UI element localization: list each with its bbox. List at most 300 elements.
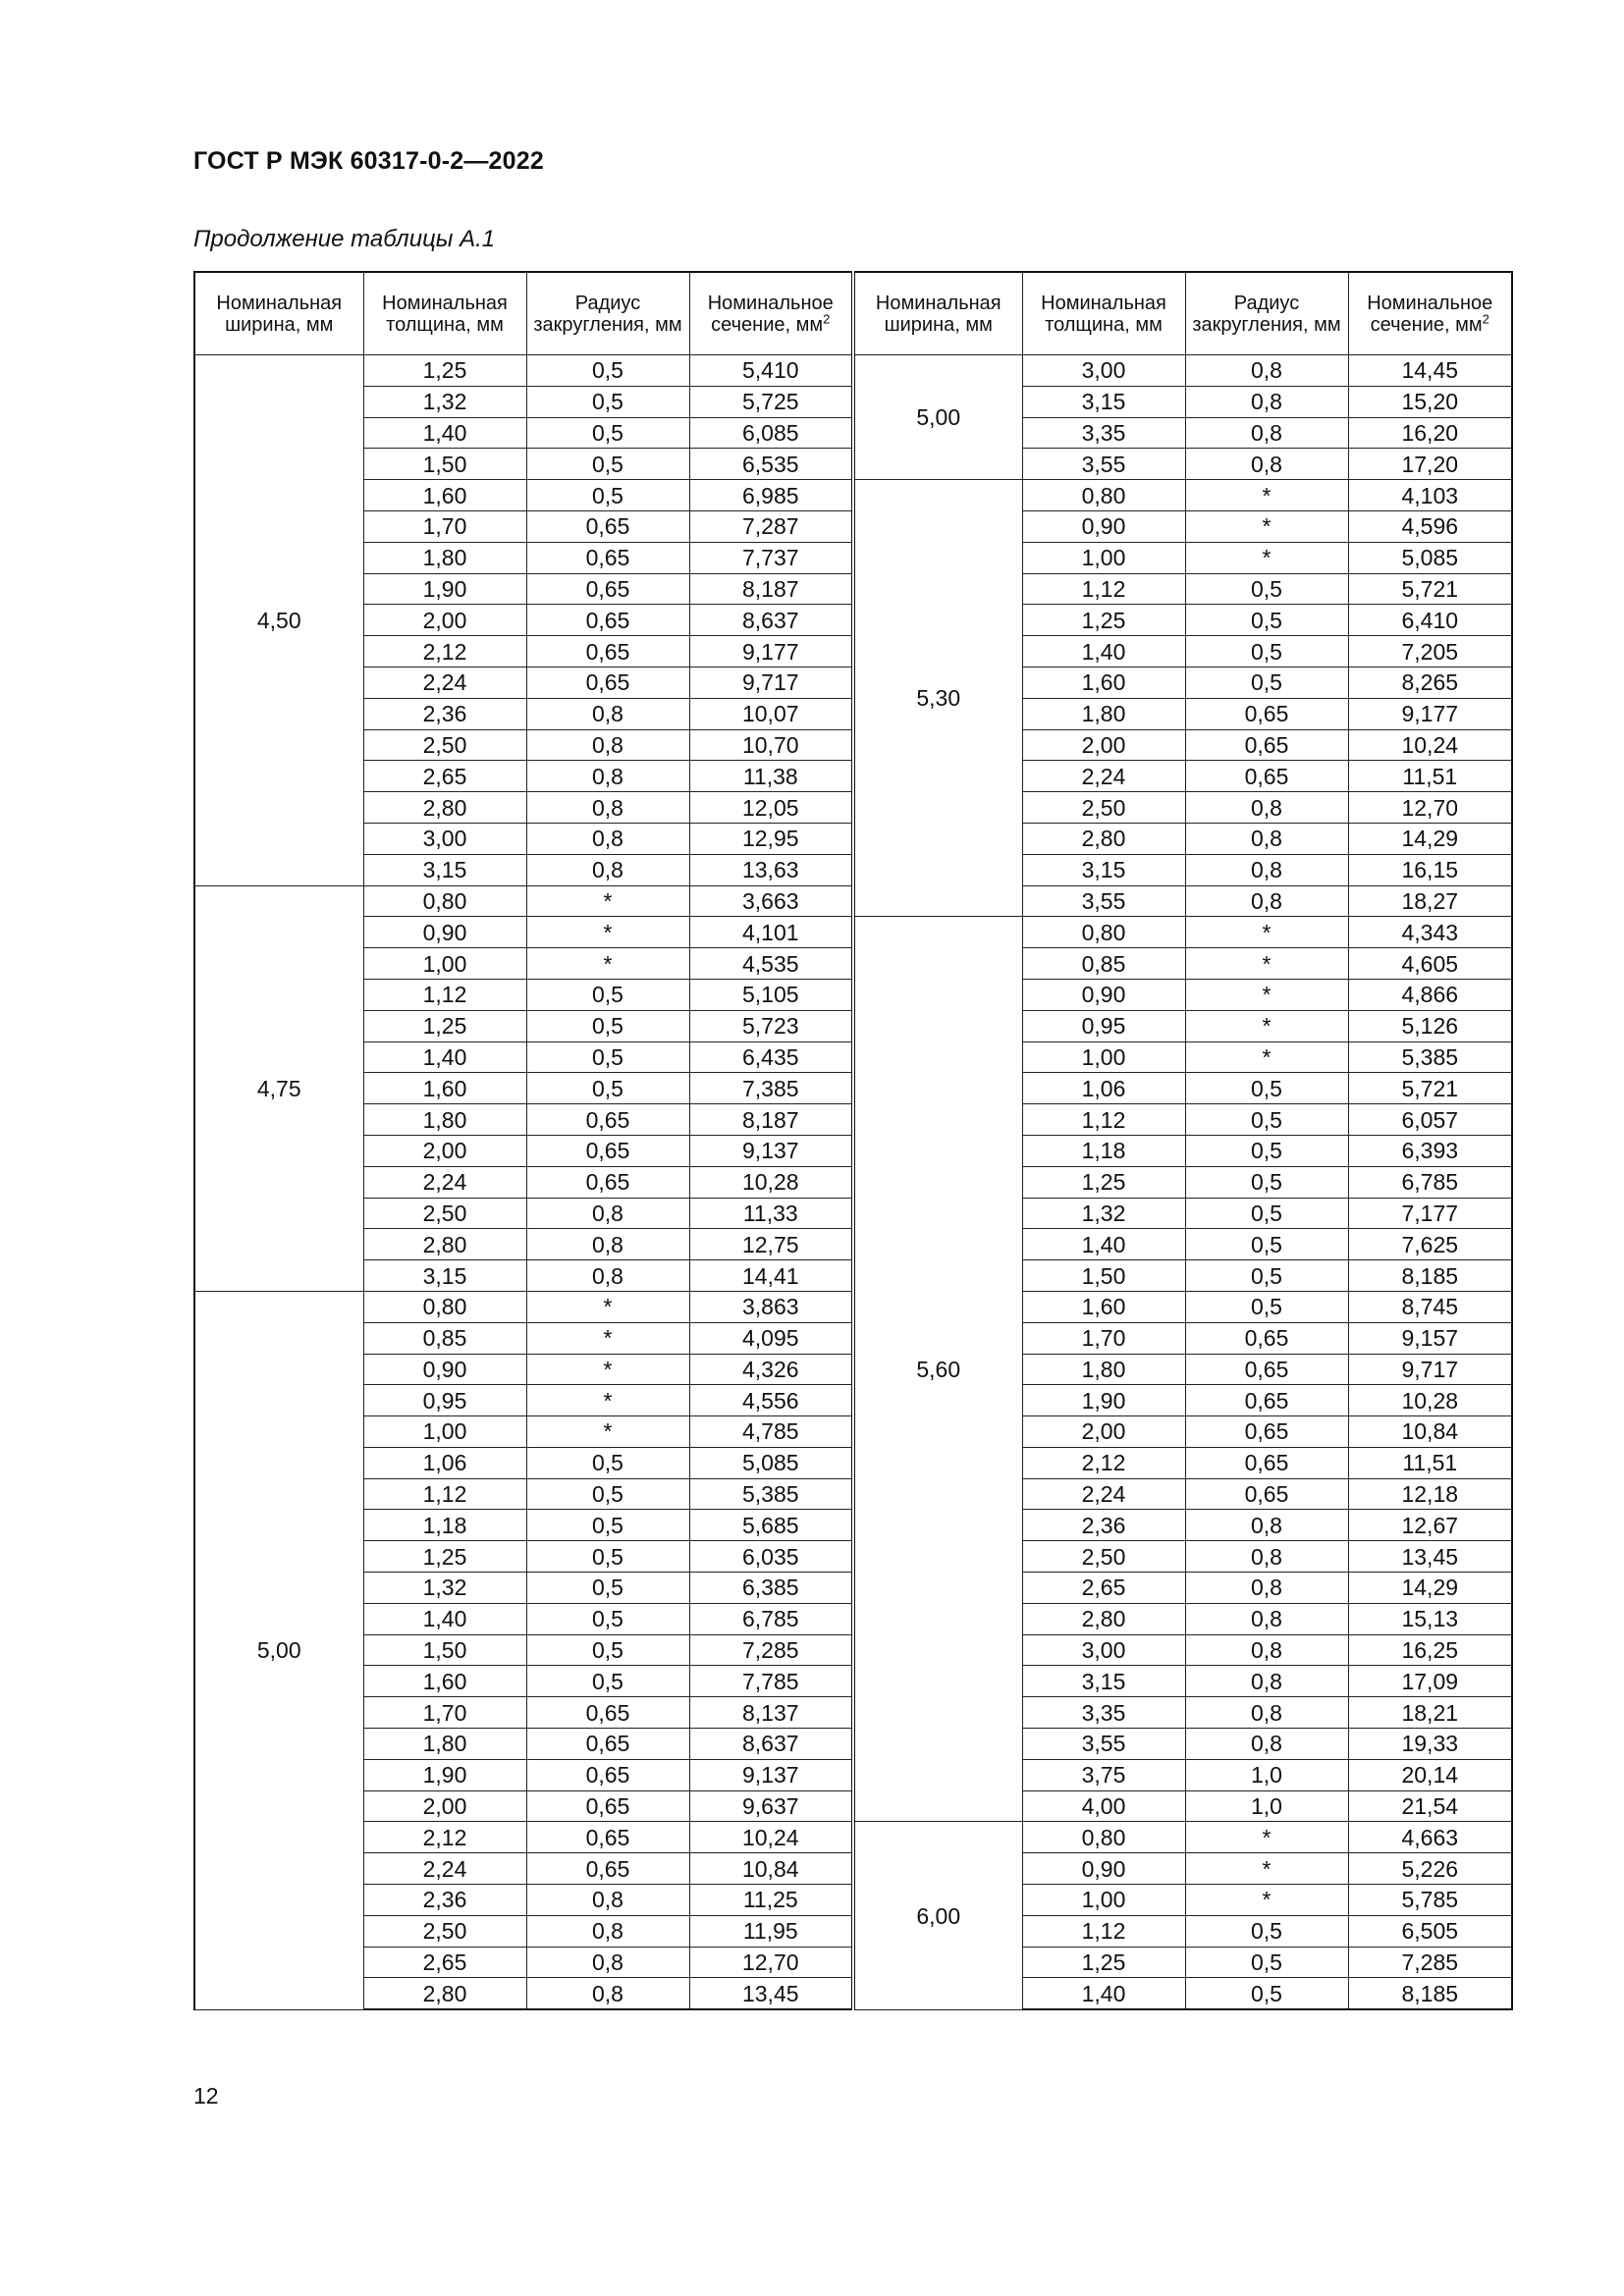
radius-cell: 0,65 — [1185, 698, 1348, 729]
section-cell: 10,24 — [689, 1822, 853, 1853]
section-cell: 7,785 — [689, 1666, 853, 1697]
thickness-cell: 3,00 — [1022, 1634, 1185, 1666]
radius-cell: 0,65 — [1185, 1354, 1348, 1385]
thickness-cell: 1,25 — [1022, 1166, 1185, 1198]
radius-cell: 0,5 — [1185, 1104, 1348, 1136]
radius-cell: 0,8 — [1185, 1729, 1348, 1760]
section-cell: 4,535 — [689, 948, 853, 980]
section-cell: 7,737 — [689, 542, 853, 573]
section-cell: 10,24 — [1348, 729, 1512, 761]
section-cell: 6,985 — [689, 480, 853, 511]
section-cell: 4,785 — [689, 1416, 853, 1448]
thickness-cell: 2,36 — [1022, 1510, 1185, 1541]
section-cell: 7,177 — [1348, 1198, 1512, 1229]
section-cell: 13,45 — [689, 1978, 853, 2009]
thickness-cell: 3,35 — [1022, 1697, 1185, 1729]
section-cell: 4,556 — [689, 1385, 853, 1416]
thickness-cell: 2,50 — [1022, 792, 1185, 824]
section-cell: 7,285 — [689, 1634, 853, 1666]
section-cell: 8,187 — [689, 1104, 853, 1136]
radius-cell: 0,65 — [1185, 729, 1348, 761]
section-cell: 13,45 — [1348, 1541, 1512, 1573]
section-cell: 5,410 — [689, 355, 853, 387]
header-section-text: Номинальное сечение, мм — [1367, 292, 1493, 336]
thickness-cell: 3,75 — [1022, 1759, 1185, 1790]
section-cell: 14,45 — [1348, 355, 1512, 387]
section-cell: 9,717 — [689, 667, 853, 698]
section-cell: 11,25 — [689, 1885, 853, 1916]
section-cell: 7,385 — [689, 1073, 853, 1104]
section-cell: 5,085 — [689, 1447, 853, 1478]
thickness-cell: 0,80 — [363, 885, 526, 917]
section-cell: 12,75 — [689, 1229, 853, 1260]
thickness-cell: 3,15 — [1022, 386, 1185, 417]
section-cell: 20,14 — [1348, 1759, 1512, 1790]
radius-cell: 0,8 — [1185, 1666, 1348, 1697]
radius-cell: 0,8 — [526, 823, 689, 854]
thickness-cell: 1,40 — [363, 1041, 526, 1073]
section-cell: 4,605 — [1348, 948, 1512, 980]
section-cell: 11,33 — [689, 1198, 853, 1229]
radius-cell: 0,5 — [526, 1510, 689, 1541]
thickness-cell: 0,90 — [1022, 1853, 1185, 1885]
thickness-cell: 1,25 — [1022, 605, 1185, 636]
thickness-cell: 1,12 — [1022, 1915, 1185, 1947]
radius-cell: 0,8 — [1185, 885, 1348, 917]
section-cell: 5,126 — [1348, 1010, 1512, 1041]
thickness-cell: 2,50 — [363, 1915, 526, 1947]
table-row — [194, 355, 1512, 387]
radius-cell: 0,5 — [526, 1603, 689, 1634]
radius-cell: 0,65 — [526, 667, 689, 698]
thickness-cell: 1,12 — [1022, 573, 1185, 605]
thickness-cell: 1,80 — [363, 1729, 526, 1760]
radius-cell: 0,5 — [1185, 1229, 1348, 1260]
radius-cell: 0,8 — [1185, 386, 1348, 417]
radius-cell: 0,8 — [526, 1978, 689, 2009]
radius-cell: 0,65 — [526, 510, 689, 542]
radius-cell: 0,5 — [526, 1478, 689, 1510]
width-group-cell: 5,60 — [853, 917, 1022, 1822]
width-group-cell: 6,00 — [853, 1822, 1022, 2009]
thickness-cell: 1,70 — [1022, 1322, 1185, 1354]
section-cell: 12,95 — [689, 823, 853, 854]
thickness-cell: 2,36 — [363, 698, 526, 729]
radius-cell: 0,65 — [526, 1729, 689, 1760]
thickness-cell: 2,80 — [363, 1229, 526, 1260]
radius-cell: 0,8 — [526, 1260, 689, 1292]
section-cell: 3,863 — [689, 1291, 853, 1322]
header-radius: Радиус закругления, мм — [526, 272, 689, 355]
radius-cell: 0,65 — [526, 1853, 689, 1885]
thickness-cell: 0,90 — [1022, 510, 1185, 542]
thickness-cell: 2,65 — [1022, 1573, 1185, 1604]
section-cell: 10,84 — [689, 1853, 853, 1885]
radius-cell: * — [526, 1354, 689, 1385]
radius-cell: 0,5 — [526, 1573, 689, 1604]
radius-cell: 0,8 — [1185, 1573, 1348, 1604]
radius-cell: 0,8 — [526, 792, 689, 824]
thickness-cell: 1,70 — [363, 1697, 526, 1729]
document-title: ГОСТ Р МЭК 60317-0-2—2022 — [193, 147, 544, 175]
thickness-cell: 1,00 — [363, 1416, 526, 1448]
section-cell: 4,103 — [1348, 480, 1512, 511]
section-cell: 12,70 — [689, 1947, 853, 1978]
section-cell: 7,285 — [1348, 1947, 1512, 1978]
radius-cell: 0,65 — [1185, 761, 1348, 792]
radius-cell: 0,5 — [526, 1541, 689, 1573]
radius-cell: * — [526, 1291, 689, 1322]
thickness-cell: 0,95 — [363, 1385, 526, 1416]
radius-cell: * — [1185, 979, 1348, 1010]
header-width: Номинальная ширина, мм — [853, 272, 1022, 355]
thickness-cell: 1,90 — [363, 1759, 526, 1790]
width-group-cell: 4,50 — [194, 355, 363, 886]
radius-cell: 0,8 — [1185, 823, 1348, 854]
radius-cell: 0,65 — [526, 1790, 689, 1822]
thickness-cell: 0,85 — [363, 1322, 526, 1354]
section-cell: 6,410 — [1348, 605, 1512, 636]
thickness-cell: 0,90 — [363, 1354, 526, 1385]
thickness-cell: 0,80 — [1022, 1822, 1185, 1853]
thickness-cell: 3,55 — [1022, 1729, 1185, 1760]
radius-cell: 0,5 — [1185, 667, 1348, 698]
thickness-cell: 3,35 — [1022, 417, 1185, 449]
section-cell: 3,663 — [689, 885, 853, 917]
radius-cell: 0,5 — [526, 1634, 689, 1666]
radius-cell: 0,5 — [526, 1447, 689, 1478]
thickness-cell: 0,90 — [363, 917, 526, 948]
wire-dimensions-table — [193, 271, 1513, 2010]
table-row — [194, 1822, 1512, 1853]
section-cell: 21,54 — [1348, 1790, 1512, 1822]
header-section-sup: 2 — [1482, 310, 1489, 326]
section-cell: 17,20 — [1348, 449, 1512, 480]
thickness-cell: 1,40 — [363, 1603, 526, 1634]
thickness-cell: 1,80 — [363, 1104, 526, 1136]
section-cell: 10,28 — [1348, 1385, 1512, 1416]
section-cell: 4,326 — [689, 1354, 853, 1385]
thickness-cell: 2,12 — [363, 1822, 526, 1853]
header-radius: Радиус закругления, мм — [1185, 272, 1348, 355]
radius-cell: 0,65 — [1185, 1416, 1348, 1448]
section-cell: 16,20 — [1348, 417, 1512, 449]
radius-cell: 0,5 — [1185, 1947, 1348, 1978]
section-cell: 5,085 — [1348, 542, 1512, 573]
thickness-cell: 1,90 — [1022, 1385, 1185, 1416]
radius-cell: 0,5 — [526, 1666, 689, 1697]
radius-cell: * — [1185, 480, 1348, 511]
radius-cell: 0,8 — [526, 729, 689, 761]
thickness-cell: 2,00 — [363, 605, 526, 636]
section-cell: 12,18 — [1348, 1478, 1512, 1510]
thickness-cell: 4,00 — [1022, 1790, 1185, 1822]
thickness-cell: 1,18 — [363, 1510, 526, 1541]
section-cell: 16,25 — [1348, 1634, 1512, 1666]
thickness-cell: 2,65 — [363, 761, 526, 792]
radius-cell: 0,5 — [1185, 1915, 1348, 1947]
thickness-cell: 1,40 — [1022, 1229, 1185, 1260]
section-cell: 11,95 — [689, 1915, 853, 1947]
radius-cell: * — [526, 948, 689, 980]
width-group-cell: 5,00 — [853, 355, 1022, 480]
radius-cell: 0,8 — [1185, 449, 1348, 480]
radius-cell: 0,8 — [526, 761, 689, 792]
section-cell: 5,385 — [1348, 1041, 1512, 1073]
thickness-cell: 1,06 — [1022, 1073, 1185, 1104]
thickness-cell: 1,00 — [1022, 542, 1185, 573]
radius-cell: 0,65 — [526, 1697, 689, 1729]
thickness-cell: 1,32 — [363, 386, 526, 417]
radius-cell: 0,8 — [1185, 1634, 1348, 1666]
thickness-cell: 2,65 — [363, 1947, 526, 1978]
radius-cell: 0,65 — [526, 1166, 689, 1198]
section-cell: 16,15 — [1348, 854, 1512, 885]
section-cell: 18,21 — [1348, 1697, 1512, 1729]
section-cell: 6,035 — [689, 1541, 853, 1573]
radius-cell: * — [1185, 917, 1348, 948]
header-width: Номинальная ширина, мм — [194, 272, 363, 355]
radius-cell: 0,8 — [1185, 1697, 1348, 1729]
radius-cell: 0,65 — [526, 1104, 689, 1136]
section-cell: 8,265 — [1348, 667, 1512, 698]
thickness-cell: 1,60 — [363, 1666, 526, 1697]
radius-cell: 0,65 — [526, 573, 689, 605]
radius-cell: 0,5 — [1185, 1198, 1348, 1229]
header-section-text: Номинальное сечение, мм — [707, 292, 834, 336]
thickness-cell: 2,24 — [363, 667, 526, 698]
radius-cell: 0,5 — [526, 1073, 689, 1104]
thickness-cell: 1,06 — [363, 1447, 526, 1478]
thickness-cell: 1,60 — [363, 1073, 526, 1104]
section-cell: 8,637 — [689, 1729, 853, 1760]
radius-cell: * — [1185, 1853, 1348, 1885]
thickness-cell: 1,80 — [363, 542, 526, 573]
radius-cell: * — [526, 917, 689, 948]
radius-cell: 0,8 — [526, 1947, 689, 1978]
section-cell: 9,637 — [689, 1790, 853, 1822]
radius-cell: * — [1185, 1010, 1348, 1041]
section-cell: 7,625 — [1348, 1229, 1512, 1260]
thickness-cell: 0,80 — [363, 1291, 526, 1322]
thickness-cell: 2,50 — [363, 1198, 526, 1229]
thickness-cell: 0,80 — [1022, 480, 1185, 511]
radius-cell: * — [526, 1416, 689, 1448]
thickness-cell: 2,24 — [1022, 1478, 1185, 1510]
radius-cell: 0,8 — [526, 1229, 689, 1260]
section-cell: 6,435 — [689, 1041, 853, 1073]
thickness-cell: 1,50 — [363, 1634, 526, 1666]
section-cell: 8,185 — [1348, 1260, 1512, 1292]
radius-cell: 1,0 — [1185, 1790, 1348, 1822]
radius-cell: 0,5 — [526, 449, 689, 480]
section-cell: 12,70 — [1348, 792, 1512, 824]
section-cell: 15,20 — [1348, 386, 1512, 417]
radius-cell: 0,8 — [1185, 854, 1348, 885]
radius-cell: * — [526, 1322, 689, 1354]
radius-cell: 0,5 — [1185, 573, 1348, 605]
section-cell: 10,28 — [689, 1166, 853, 1198]
radius-cell: 0,65 — [1185, 1478, 1348, 1510]
section-cell: 13,63 — [689, 854, 853, 885]
thickness-cell: 2,24 — [363, 1166, 526, 1198]
thickness-cell: 3,00 — [363, 823, 526, 854]
thickness-cell: 2,00 — [363, 1790, 526, 1822]
radius-cell: 0,65 — [1185, 1447, 1348, 1478]
table-header-row — [194, 272, 1512, 355]
section-cell: 11,38 — [689, 761, 853, 792]
thickness-cell: 0,95 — [1022, 1010, 1185, 1041]
table-body — [194, 355, 1512, 2010]
thickness-cell: 0,80 — [1022, 917, 1185, 948]
thickness-cell: 3,55 — [1022, 449, 1185, 480]
thickness-cell: 0,85 — [1022, 948, 1185, 980]
section-cell: 6,785 — [1348, 1166, 1512, 1198]
thickness-cell: 1,12 — [363, 1478, 526, 1510]
radius-cell: 0,8 — [526, 1915, 689, 1947]
section-cell: 17,09 — [1348, 1666, 1512, 1697]
section-cell: 15,13 — [1348, 1603, 1512, 1634]
section-cell: 10,70 — [689, 729, 853, 761]
radius-cell: 0,8 — [1185, 1541, 1348, 1573]
thickness-cell: 2,00 — [1022, 1416, 1185, 1448]
section-cell: 10,84 — [1348, 1416, 1512, 1448]
section-cell: 9,137 — [689, 1135, 853, 1166]
radius-cell: * — [1185, 1822, 1348, 1853]
radius-cell: 0,5 — [1185, 1135, 1348, 1166]
radius-cell: 0,8 — [1185, 792, 1348, 824]
section-cell: 4,343 — [1348, 917, 1512, 948]
thickness-cell: 1,70 — [363, 510, 526, 542]
thickness-cell: 1,80 — [1022, 698, 1185, 729]
thickness-cell: 3,55 — [1022, 885, 1185, 917]
thickness-cell: 1,00 — [1022, 1885, 1185, 1916]
section-cell: 12,67 — [1348, 1510, 1512, 1541]
header-section — [689, 272, 853, 355]
section-cell: 6,505 — [1348, 1915, 1512, 1947]
section-cell: 5,721 — [1348, 573, 1512, 605]
section-cell: 6,535 — [689, 449, 853, 480]
thickness-cell: 3,15 — [363, 1260, 526, 1292]
thickness-cell: 1,25 — [363, 355, 526, 387]
radius-cell: 0,65 — [526, 605, 689, 636]
section-cell: 8,187 — [689, 573, 853, 605]
header-thickness: Номинальная толщина, мм — [1022, 272, 1185, 355]
width-group-cell: 5,00 — [194, 1291, 363, 2009]
table-row — [194, 480, 1512, 511]
radius-cell: 0,5 — [1185, 605, 1348, 636]
section-cell: 8,745 — [1348, 1291, 1512, 1322]
table-caption: Продолжение таблицы А.1 — [193, 226, 496, 252]
thickness-cell: 1,25 — [363, 1010, 526, 1041]
thickness-cell: 2,50 — [1022, 1541, 1185, 1573]
width-group-cell: 5,30 — [853, 480, 1022, 917]
radius-cell: 0,65 — [526, 1822, 689, 1853]
section-cell: 5,226 — [1348, 1853, 1512, 1885]
radius-cell: 1,0 — [1185, 1759, 1348, 1790]
thickness-cell: 1,40 — [363, 417, 526, 449]
thickness-cell: 3,15 — [1022, 854, 1185, 885]
radius-cell: 0,5 — [526, 1010, 689, 1041]
thickness-cell: 1,32 — [1022, 1198, 1185, 1229]
radius-cell: * — [526, 885, 689, 917]
section-cell: 8,185 — [1348, 1978, 1512, 2009]
thickness-cell: 1,60 — [1022, 1291, 1185, 1322]
section-cell: 5,105 — [689, 979, 853, 1010]
thickness-cell: 1,00 — [363, 948, 526, 980]
thickness-cell: 1,40 — [1022, 636, 1185, 667]
header-thickness: Номинальная толщина, мм — [363, 272, 526, 355]
thickness-cell: 2,24 — [363, 1853, 526, 1885]
section-cell: 14,29 — [1348, 823, 1512, 854]
thickness-cell: 2,80 — [1022, 823, 1185, 854]
thickness-cell: 1,12 — [1022, 1104, 1185, 1136]
radius-cell: 0,5 — [1185, 1260, 1348, 1292]
radius-cell: 0,5 — [526, 355, 689, 387]
thickness-cell: 1,90 — [363, 573, 526, 605]
thickness-cell: 2,80 — [363, 1978, 526, 2009]
radius-cell: 0,65 — [526, 1759, 689, 1790]
section-cell: 7,205 — [1348, 636, 1512, 667]
thickness-cell: 1,80 — [1022, 1354, 1185, 1385]
radius-cell: 0,65 — [526, 1135, 689, 1166]
section-cell: 4,596 — [1348, 510, 1512, 542]
thickness-cell: 1,00 — [1022, 1041, 1185, 1073]
radius-cell: 0,5 — [526, 386, 689, 417]
thickness-cell: 1,50 — [363, 449, 526, 480]
radius-cell: 0,5 — [1185, 636, 1348, 667]
section-cell: 10,07 — [689, 698, 853, 729]
thickness-cell: 3,00 — [1022, 355, 1185, 387]
section-cell: 6,057 — [1348, 1104, 1512, 1136]
section-cell: 5,385 — [689, 1478, 853, 1510]
thickness-cell: 3,15 — [363, 854, 526, 885]
section-cell: 19,33 — [1348, 1729, 1512, 1760]
section-cell: 5,721 — [1348, 1073, 1512, 1104]
thickness-cell: 2,24 — [1022, 761, 1185, 792]
section-cell: 4,663 — [1348, 1822, 1512, 1853]
radius-cell: 0,5 — [1185, 1978, 1348, 2009]
radius-cell: 0,8 — [1185, 355, 1348, 387]
thickness-cell: 2,00 — [363, 1135, 526, 1166]
radius-cell: 0,8 — [1185, 1603, 1348, 1634]
thickness-cell: 1,60 — [363, 480, 526, 511]
radius-cell: * — [1185, 542, 1348, 573]
radius-cell: 0,5 — [1185, 1291, 1348, 1322]
section-cell: 14,41 — [689, 1260, 853, 1292]
radius-cell: 0,5 — [526, 480, 689, 511]
radius-cell: 0,65 — [526, 542, 689, 573]
section-cell: 8,137 — [689, 1697, 853, 1729]
section-cell: 9,717 — [1348, 1354, 1512, 1385]
section-cell: 11,51 — [1348, 1447, 1512, 1478]
section-cell: 6,385 — [689, 1573, 853, 1604]
thickness-cell: 1,32 — [363, 1573, 526, 1604]
radius-cell: 0,5 — [1185, 1166, 1348, 1198]
section-cell: 11,51 — [1348, 761, 1512, 792]
section-cell: 14,29 — [1348, 1573, 1512, 1604]
section-cell: 18,27 — [1348, 885, 1512, 917]
radius-cell: 0,8 — [526, 854, 689, 885]
section-cell: 8,637 — [689, 605, 853, 636]
thickness-cell: 1,50 — [1022, 1260, 1185, 1292]
radius-cell: 0,5 — [526, 1041, 689, 1073]
thickness-cell: 2,12 — [1022, 1447, 1185, 1478]
section-cell: 9,177 — [689, 636, 853, 667]
radius-cell: * — [526, 1385, 689, 1416]
thickness-cell: 1,25 — [1022, 1947, 1185, 1978]
page-number: 12 — [193, 2083, 219, 2109]
